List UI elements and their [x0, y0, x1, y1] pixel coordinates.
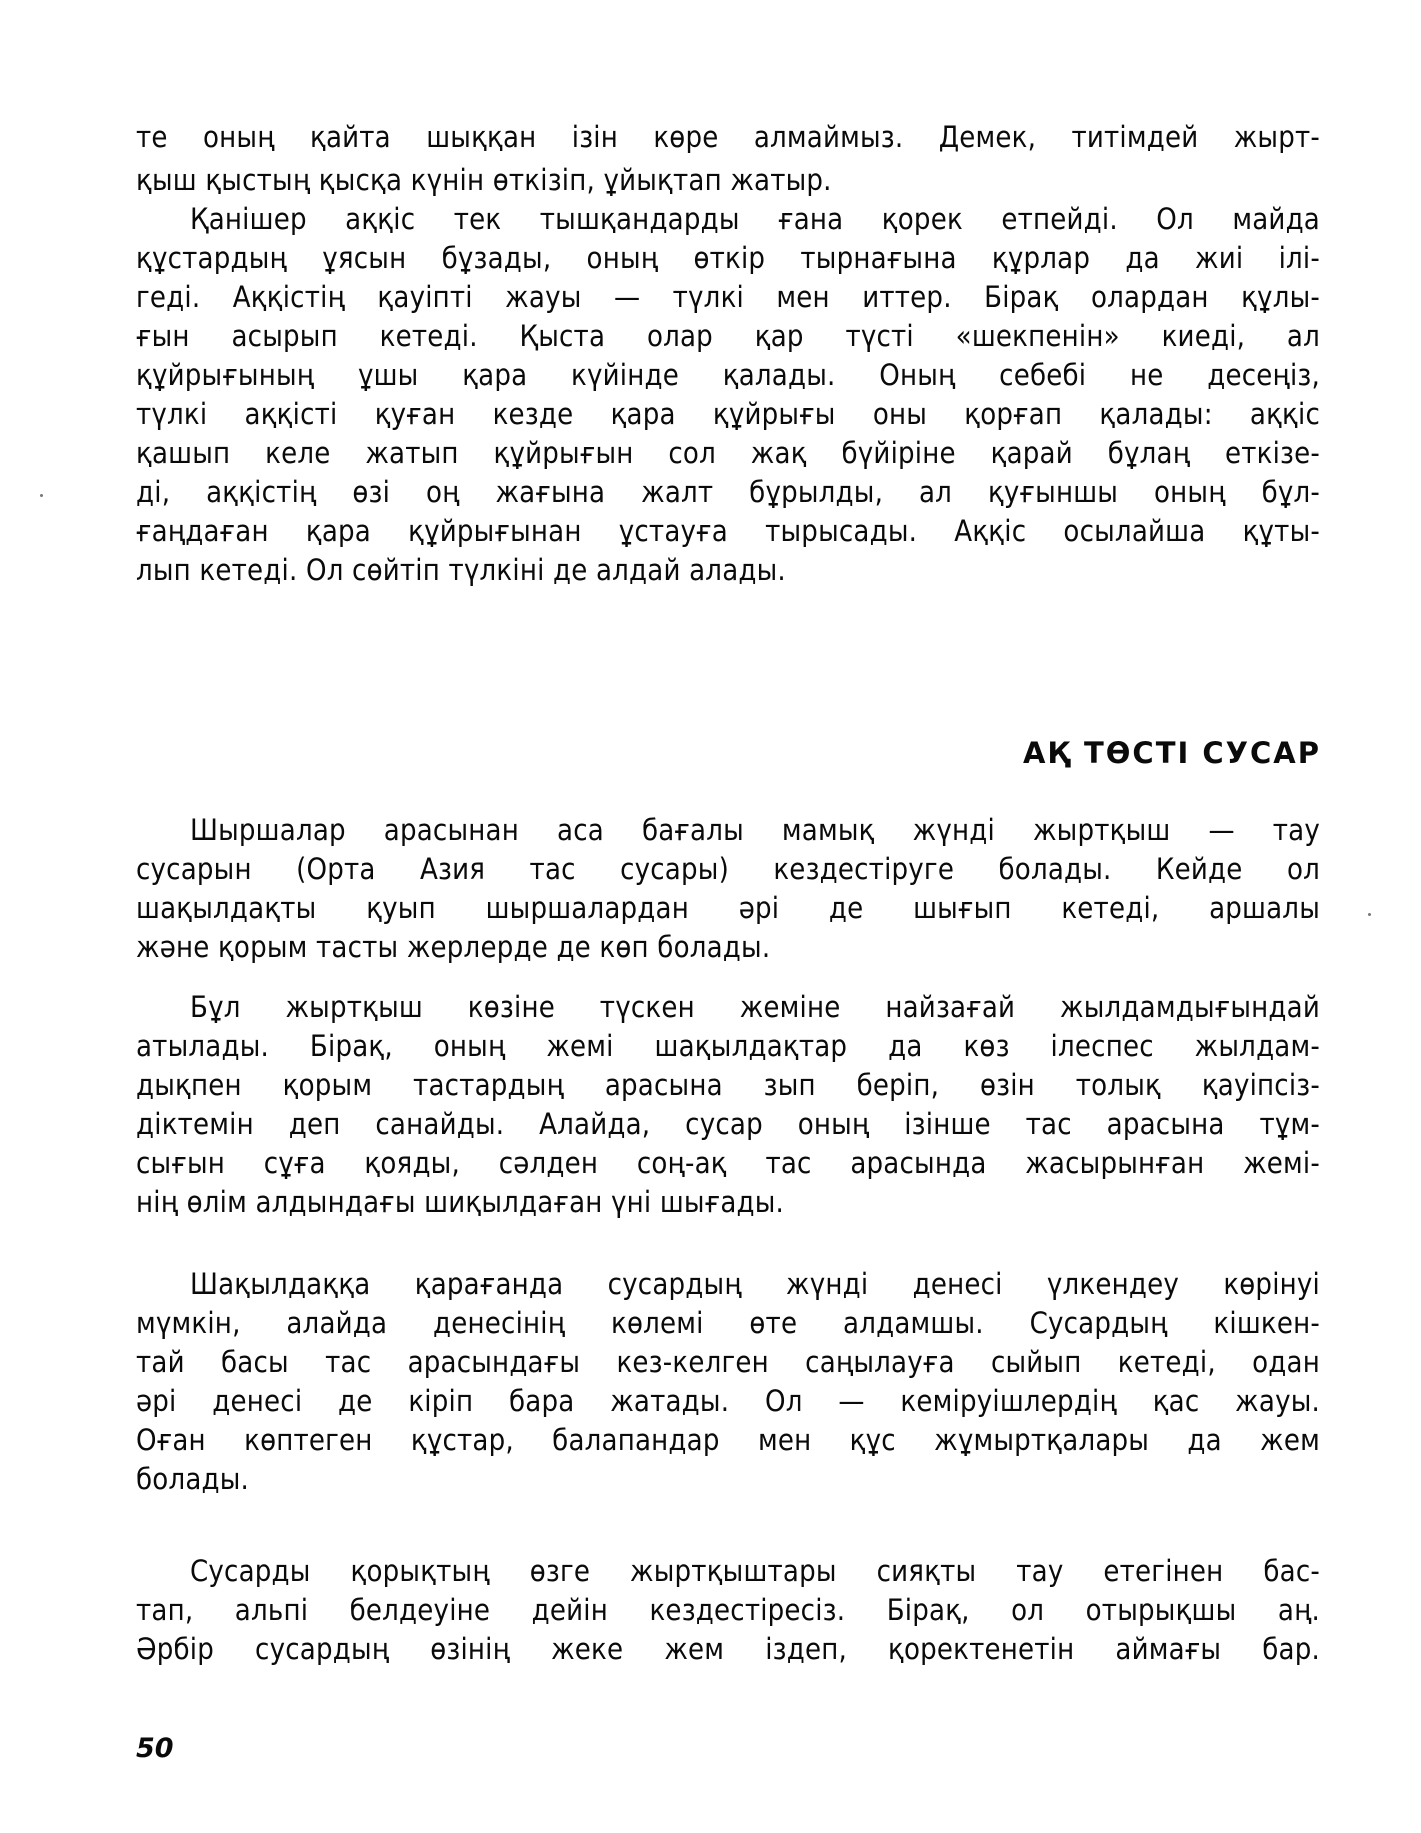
text-line: әрі денесі де кіріп бара жатады. Ол — кеміруішлердің қас жауы. [136, 1384, 1320, 1418]
section-heading: АҚ ТӨСТІ СУСАР [1022, 736, 1321, 770]
text-line: Әрбір сусардың өзінің жеке жем іздеп, қоректенетін аймағы бар. [136, 1632, 1320, 1666]
text-line: дықпен қорым тастардың арасына зып беріп, өзін толық қауіпсіз- [136, 1068, 1320, 1102]
text-line: сығын сұға қояды, сәлден соң-ақ тас арасында жасырынған жемі- [136, 1146, 1320, 1180]
text-line: мүмкін, алайда денесінің көлемі өте алдамшы. Сусардың кішкен- [136, 1306, 1320, 1340]
text-line: тай басы тас арасындағы кез-келген саңылауға сыйып кетеді, одан [136, 1345, 1320, 1379]
text-line: құйрығының ұшы қара күйінде қалады. Оның себебі не десеңіз, [136, 358, 1320, 392]
scan-speck [1368, 913, 1371, 916]
text-line: Шыршалар арасынан аса бағалы мамық жүнді жыртқыш — тау [190, 813, 1320, 847]
text-line: Қанішер аққіс тек тышқандарды ғана қорек етпейді. Ол майда [190, 202, 1320, 236]
page-number: 50 [136, 1733, 174, 1764]
text-line: лып кетеді. Ол сөйтіп түлкіні де алдай алады. [136, 553, 786, 587]
scan-speck [40, 494, 43, 497]
text-line: геді. Аққістің қауіпті жауы — түлкі мен иттер. Бірақ олардан құлы- [136, 280, 1320, 314]
text-line: түлкі аққісті қуған кезде қара құйрығы оны қорғап қалады: аққіс [136, 397, 1320, 431]
text-line: нің өлім алдындағы шиқылдаған үні шығады. [136, 1185, 785, 1219]
text-line: шақылдақты қуып шыршалардан әрі де шығып кетеді, аршалы [136, 891, 1320, 925]
text-line: атылады. Бірақ, оның жемі шақылдақтар да көз ілеспес жылдам- [136, 1029, 1320, 1063]
text-line: Шақылдаққа қарағанда сусардың жүнді денесі үлкендеу көрінуі [190, 1267, 1320, 1301]
text-line: ді, аққістің өзі оң жағына жалт бұрылды, ал қуғыншы оның бұл- [136, 475, 1320, 509]
text-line: тап, альпі белдеуіне дейін кездестіресіз. Бірақ, ол отырықшы аң. [136, 1593, 1320, 1627]
text-line: Оған көптеген құстар, балапандар мен құс жұмыртқалары да жем [136, 1423, 1320, 1457]
text-line: ғын асырып кетеді. Қыста олар қар түсті «шекпенін» киеді, ал [136, 319, 1320, 353]
text-line: Бұл жыртқыш көзіне түскен жеміне найзағай жылдамдығындай [190, 990, 1320, 1024]
text-line: діктемін деп санайды. Алайда, сусар оның ізінше тас арасына тұм- [136, 1107, 1320, 1141]
text-line: Сусарды қорықтың өзге жыртқыштары сияқты тау етегінен бас- [190, 1554, 1320, 1588]
text-line: және қорым тасты жерлерде де көп болады. [136, 930, 771, 964]
text-line: қашып келе жатып құйрығын сол жақ бүйіріне қарай бұлаң еткізе- [136, 436, 1320, 470]
text-line: ғаңдаған қара құйрығынан ұстауға тырысады. Аққіс осылайша құты- [136, 514, 1320, 548]
text-line: қыш қыстың қысқа күнін өткізіп, ұйықтап жатыр. [136, 163, 832, 197]
text-line: те оның қайта шыққан ізін көре алмаймыз. Демек, титімдей жырт- [136, 120, 1320, 154]
text-line: болады. [136, 1462, 250, 1496]
text-line: құстардың ұясын бұзады, оның өткір тырнағына құрлар да жиі ілі- [136, 241, 1320, 275]
text-line: сусарын (Орта Азия тас сусары) кездестіруге болады. Кейде ол [136, 852, 1320, 886]
